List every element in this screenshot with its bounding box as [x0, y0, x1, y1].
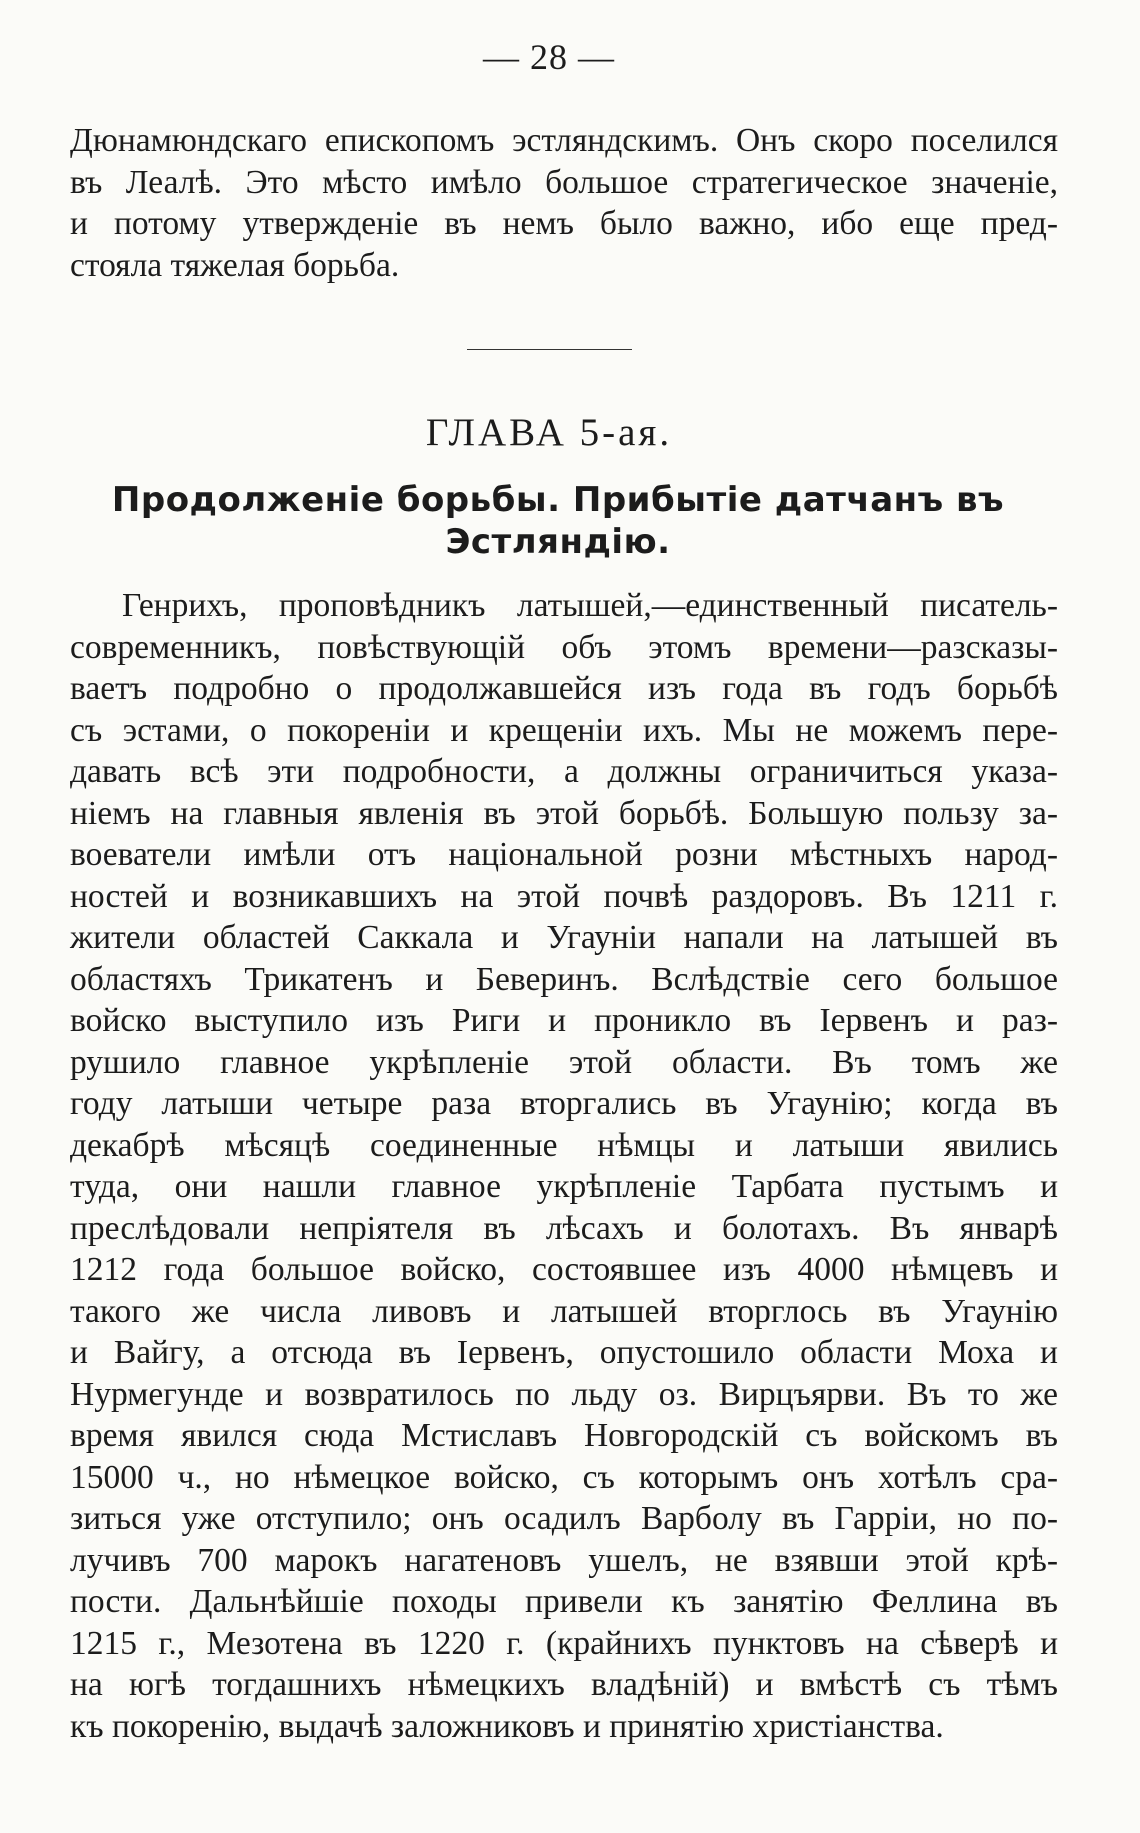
intro-paragraph	[70, 120, 1058, 286]
page-number: — 28 —	[483, 37, 615, 77]
text-line: 15000 ч., но нѣмецкое войско, съ которымъ онъ хотѣлъ сра-	[70, 1458, 1058, 1496]
text-line: ваетъ подробно о продолжавшейся изъ года въ годъ борьбѣ	[70, 670, 1058, 707]
text-line: Дюнамюндскаго епископомъ эстляндскимъ. Онъ скоро поселился	[70, 122, 1058, 159]
text-line: преслѣдовали непріятеля въ лѣсахъ и болотахъ. Въ январѣ	[70, 1209, 1058, 1247]
text-line: и потому утвержденіе въ немъ было важно, ибо еще пред-	[70, 205, 1058, 242]
text-line: стояла тяжелая борьба.	[70, 246, 400, 284]
text-line: на югѣ тогдашнихъ нѣмецкихъ владѣній) и вмѣстѣ съ тѣмъ	[70, 1666, 1058, 1703]
text-line: современникъ, повѣствующій объ этомъ времени—разсказы-	[70, 628, 1058, 666]
chapter-subtitle-line: Эстляндію.	[445, 522, 671, 562]
text-line: въ Леалѣ. Это мѣсто имѣло большое стратегическое значеніе,	[70, 163, 1058, 201]
text-line: ностей и возникавшихъ на этой почвѣ раздоровъ. Въ 1211 г.	[70, 877, 1058, 915]
text-line: жители областей Саккала и Угауніи напали на латышей въ	[70, 919, 1058, 956]
text-line: зиться уже отступило; онъ осадилъ Варболу въ Гарріи, но по-	[70, 1500, 1058, 1537]
body-paragraph	[70, 585, 1058, 1747]
text-line: воеватели имѣли отъ національной розни мѣстныхъ народ-	[70, 836, 1058, 873]
chapter-title: ГЛАВА 5-ая.	[425, 411, 673, 454]
text-line: пости. Дальнѣйшіе походы привели къ занятію Феллина въ	[70, 1583, 1058, 1620]
text-line: году латыши четыре раза вторгались въ Угаунію; когда въ	[70, 1085, 1058, 1122]
text-line: 1215 г., Мезотена въ 1220 г. (крайнихъ пунктовъ на сѣверѣ и	[70, 1624, 1058, 1662]
text-line: лучивъ 700 марокъ нагатеновъ ушелъ, не взявши этой крѣ-	[70, 1541, 1058, 1579]
text-line: такого же числа ливовъ и латышей вторглось въ Угаунію	[70, 1292, 1058, 1330]
text-line: областяхъ Трикатенъ и Беверинъ. Вслѣдствіе сего большое	[70, 960, 1058, 998]
chapter-subtitle	[58, 479, 1058, 563]
text-line: декабрѣ мѣсяцѣ соединенные нѣмцы и латыши явились	[70, 1126, 1058, 1164]
text-line: Нурмегунде и возвратилось по льду оз. Вирцъярви. Въ то же	[70, 1375, 1058, 1413]
text-line: 1212 года большое войско, состоявшее изъ 4000 нѣмцевъ и	[70, 1251, 1058, 1288]
text-line: войско выступило изъ Риги и проникло въ Іервенъ и раз-	[70, 1002, 1058, 1039]
text-line: съ эстами, о покореніи и крещеніи ихъ. Мы не можемъ пере-	[70, 711, 1058, 749]
text-line: время явился сюда Мстиславъ Новгородскій съ войскомъ въ	[70, 1417, 1058, 1454]
text-line: Генрихъ, проповѣдникъ латышей,—единственный писатель-	[122, 587, 1058, 624]
section-divider	[467, 349, 632, 350]
text-line: ніемъ на главныя явленія въ этой борьбѣ. Большую пользу за-	[70, 794, 1058, 832]
text-line: давать всѣ эти подробности, а должны ограничиться указа-	[70, 753, 1058, 790]
book-page	[70, 36, 1058, 1747]
text-line: рушило главное укрѣпленіе этой области. Въ томъ же	[70, 1043, 1058, 1081]
text-line: къ покоренію, выдачѣ заложниковъ и принятію христіанства.	[70, 1707, 944, 1745]
text-line: и Вайгу, а отсюда въ Іервенъ, опустошило области Моха и	[70, 1334, 1058, 1371]
text-line: туда, они нашли главное укрѣпленіе Тарбата пустымъ и	[70, 1168, 1058, 1205]
chapter-subtitle-line: Продолженіе борьбы. Прибытіе датчанъ въ	[111, 480, 1005, 520]
